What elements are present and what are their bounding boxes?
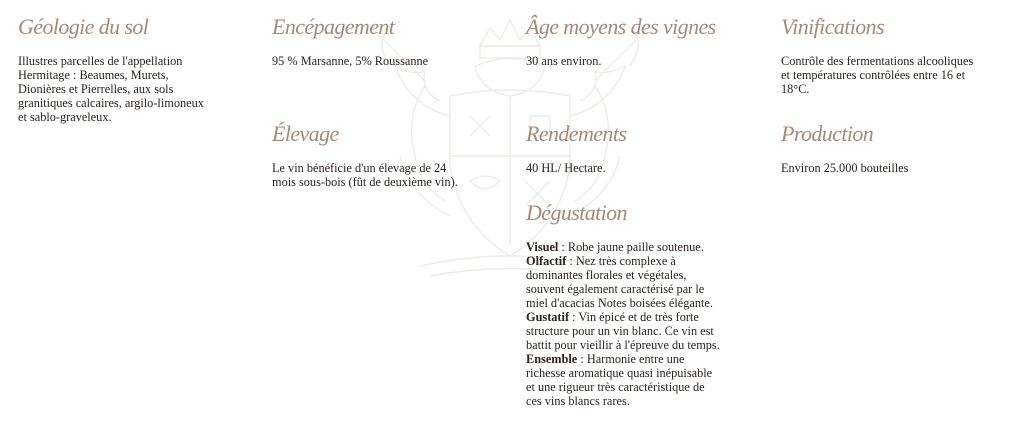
section-vinifications <box>781 14 1021 96</box>
text-age <box>526 54 766 68</box>
text-line: ces vins blancs rares. <box>526 394 630 408</box>
text-line: miel d'acacias Notes boisées élégante. <box>526 296 713 310</box>
text-ensemble: : Harmonie entre une <box>577 352 685 366</box>
section-rendements <box>526 121 766 175</box>
text-geologie <box>18 54 258 124</box>
text-line: Contrôle des fermentations alcooliques <box>781 54 974 68</box>
text-gustatif: : Vin épicé et de très forte <box>569 310 699 324</box>
degustation-ensemble <box>526 352 766 366</box>
text-line: et sablo-graveleux. <box>18 110 112 124</box>
section-encepagement <box>272 14 512 68</box>
text-line: battit pour vieillir à l'épreuve du temps. <box>526 338 720 352</box>
text-line: 30 ans environ. <box>526 54 602 68</box>
section-production <box>781 121 1021 175</box>
section-degustation <box>526 200 766 408</box>
label-gustatif: Gustatif <box>526 310 570 324</box>
text-line: structure pour un vin blanc. Ce vin est <box>526 324 714 338</box>
text-line: et températures contrôlées entre 16 et <box>781 68 966 82</box>
text-line: 95 % Marsanne, 5% Roussanne <box>272 54 429 68</box>
heading-production: Production <box>781 121 874 146</box>
text-line: Le vin bénéficie d'un élevage de 24 <box>272 161 447 175</box>
heading-vinifications: Vinifications <box>781 14 885 39</box>
degustation-gustatif <box>526 310 766 324</box>
heading-encepagement: Encépagement <box>272 14 395 39</box>
heading-elevage: Élevage <box>272 121 339 146</box>
text-vinifications <box>781 54 1021 96</box>
text-line: Illustres parcelles de l'appellation <box>18 54 183 68</box>
text-line: Hermitage : Beaumes, Murets, <box>18 68 169 82</box>
text-olfactif: : Nez très complexe à <box>566 254 676 268</box>
text-rendements <box>526 161 766 175</box>
text-line: Environ 25.000 bouteilles <box>781 161 909 175</box>
degustation-visuel <box>526 240 766 254</box>
section-elevage <box>272 121 512 189</box>
text-elevage <box>272 161 512 189</box>
text-degustation <box>526 240 766 408</box>
label-visuel: Visuel <box>526 240 559 254</box>
text-line: dominantes florales et végétales, <box>526 268 687 282</box>
text-visuel: : Robe jaune paille soutenue. <box>558 240 704 254</box>
heading-rendements: Rendements <box>526 121 627 146</box>
text-production <box>781 161 1021 175</box>
text-line: et une rigueur très caractéristique de <box>526 380 705 394</box>
text-line: mois sous-bois (fût de deuxième vin). <box>272 175 458 189</box>
heading-geologie: Géologie du sol <box>18 14 149 39</box>
section-age <box>526 14 766 68</box>
heading-age: Âge moyens des vignes <box>526 14 716 39</box>
text-line: 18°C. <box>781 82 810 96</box>
label-ensemble: Ensemble <box>526 352 578 366</box>
degustation-olfactif <box>526 254 766 268</box>
text-line: richesse aromatique quasi inépuisable <box>526 366 713 380</box>
section-geologie <box>18 14 258 124</box>
text-line: Dionières et Pierrelles, aux sols <box>18 82 174 96</box>
text-line: granitiques calcaires, argilo-limoneux <box>18 96 204 110</box>
text-line: 40 HL/ Hectare. <box>526 161 606 175</box>
heading-degustation: Dégustation <box>526 200 627 225</box>
text-encepagement <box>272 54 512 68</box>
text-line: souvent également caractérisé par le <box>526 282 705 296</box>
label-olfactif: Olfactif <box>526 254 567 268</box>
